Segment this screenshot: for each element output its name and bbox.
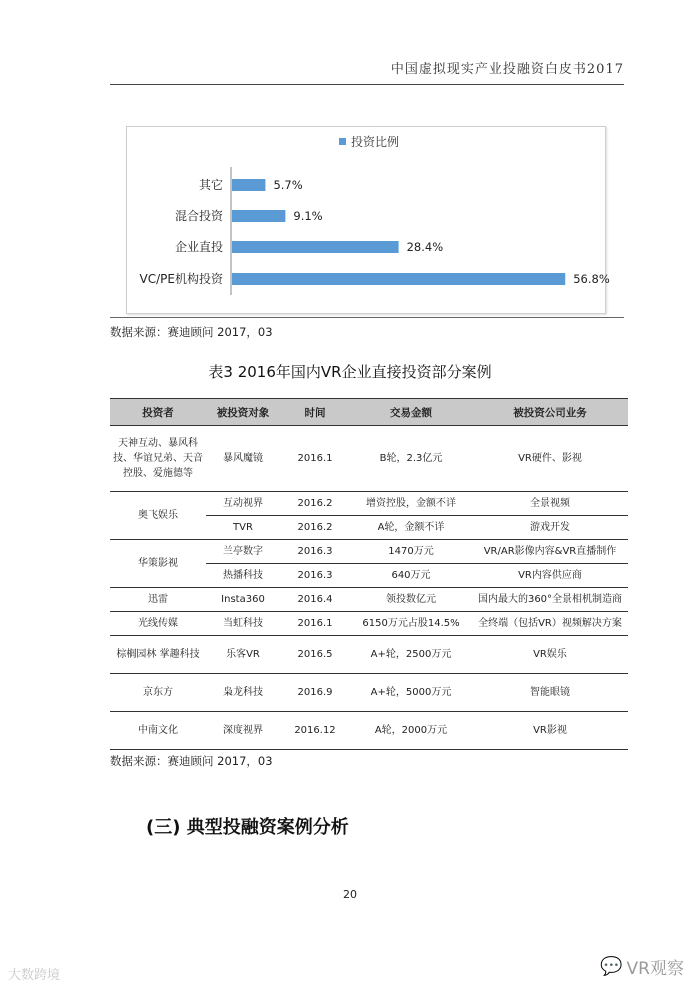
data-label: 28.4% bbox=[406, 240, 444, 254]
table-row bbox=[110, 674, 628, 712]
cell-business: VR硬件、影视 bbox=[472, 426, 628, 492]
table-title: 表3 2016年国内VR企业直接投资部分案例 bbox=[208, 363, 492, 381]
table-row bbox=[110, 588, 628, 612]
cell-business: 国内最大的360°全景相机制造商 bbox=[472, 588, 628, 612]
cell-investor: 中南文化 bbox=[110, 712, 206, 750]
table-row bbox=[110, 540, 628, 564]
cell-date: 2016.5 bbox=[280, 636, 350, 674]
cell-date: 2016.2 bbox=[280, 516, 350, 540]
cell-date: 2016.12 bbox=[280, 712, 350, 750]
cell-target: 枭龙科技 bbox=[206, 674, 280, 712]
cell-amount: B轮，2.3亿元 bbox=[350, 426, 472, 492]
bar bbox=[232, 179, 265, 191]
cell-date: 2016.2 bbox=[280, 492, 350, 516]
category-label: VC/PE机构投资 bbox=[139, 272, 223, 286]
table-row bbox=[110, 636, 628, 674]
category-label: 其它 bbox=[198, 178, 223, 192]
legend-swatch bbox=[339, 138, 346, 145]
category-label: 企业直投 bbox=[174, 240, 223, 254]
table-row bbox=[110, 712, 628, 750]
cell-amount: 6150万元占股14.5% bbox=[350, 612, 472, 636]
cell-target: 当虹科技 bbox=[206, 612, 280, 636]
cell-target: Insta360 bbox=[206, 588, 280, 612]
cell-business: VR影视 bbox=[472, 712, 628, 750]
cell-target: 互动视界 bbox=[206, 492, 280, 516]
page-number: 20 bbox=[343, 888, 357, 901]
cell-investor: 华策影视 bbox=[110, 540, 206, 588]
cell-business: 智能眼镜 bbox=[472, 674, 628, 712]
cell-date: 2016.3 bbox=[280, 540, 350, 564]
chart-source: 数据来源：赛迪顾问 2017，03 bbox=[110, 325, 273, 339]
watermark-left: 大数跨境 bbox=[8, 968, 61, 983]
cell-date: 2016.4 bbox=[280, 588, 350, 612]
cell-amount: A+轮，5000万元 bbox=[350, 674, 472, 712]
cell-amount: 640万元 bbox=[350, 564, 472, 588]
col-header-business: 被投资公司业务 bbox=[472, 399, 628, 426]
cell-amount: A轮，2000万元 bbox=[350, 712, 472, 750]
col-header-target: 被投资对象 bbox=[206, 399, 280, 426]
table-row bbox=[110, 612, 628, 636]
cell-amount: 1470万元 bbox=[350, 540, 472, 564]
data-label: 9.1% bbox=[293, 209, 323, 223]
cell-investor: 迅雷 bbox=[110, 588, 206, 612]
cell-target: 兰亭数字 bbox=[206, 540, 280, 564]
table-row bbox=[110, 492, 628, 516]
chart-bottom-rule bbox=[110, 317, 624, 318]
bar bbox=[232, 273, 565, 285]
cell-target: 乐客VR bbox=[206, 636, 280, 674]
category-label: 混合投资 bbox=[174, 209, 223, 223]
header-title: 中国虚拟现实产业投融资白皮书2017 bbox=[390, 62, 624, 77]
investment-cases-table bbox=[110, 398, 628, 750]
cell-business: 游戏开发 bbox=[472, 516, 628, 540]
cell-date: 2016.3 bbox=[280, 564, 350, 588]
cell-date: 2016.1 bbox=[280, 426, 350, 492]
bar bbox=[232, 241, 399, 253]
cell-amount: A+轮，2500万元 bbox=[350, 636, 472, 674]
data-label: 56.8% bbox=[573, 272, 610, 286]
cell-investor: 棕榈园林 掌趣科技 bbox=[110, 636, 206, 674]
col-header-investor: 投资者 bbox=[110, 399, 206, 426]
watermark-right-text: VR观察 bbox=[626, 959, 684, 979]
bar-chart bbox=[126, 126, 610, 314]
cell-amount: A轮，金额不详 bbox=[350, 516, 472, 540]
cell-business: VR内容供应商 bbox=[472, 564, 628, 588]
cell-amount: 增资控股，金额不详 bbox=[350, 492, 472, 516]
header-rule bbox=[110, 84, 624, 85]
col-header-amount: 交易金额 bbox=[350, 399, 472, 426]
table-row bbox=[110, 426, 628, 492]
cell-investor: 京东方 bbox=[110, 674, 206, 712]
data-label: 5.7% bbox=[273, 178, 303, 192]
cell-business: VR娱乐 bbox=[472, 636, 628, 674]
cell-target: 热播科技 bbox=[206, 564, 280, 588]
cell-target: TVR bbox=[206, 516, 280, 540]
cell-target: 暴风魔镜 bbox=[206, 426, 280, 492]
cell-date: 2016.1 bbox=[280, 612, 350, 636]
legend-label: 投资比例 bbox=[351, 135, 400, 149]
col-header-date: 时间 bbox=[280, 399, 350, 426]
table-source: 数据来源：赛迪顾问 2017，03 bbox=[110, 754, 273, 768]
cell-amount: 领投数亿元 bbox=[350, 588, 472, 612]
cell-business: 全景视频 bbox=[472, 492, 628, 516]
section-heading: (三) 典型投融资案例分析 bbox=[146, 817, 349, 838]
bar bbox=[232, 210, 285, 222]
cell-investor: 奥飞娱乐 bbox=[110, 492, 206, 540]
table-header-row bbox=[110, 399, 628, 426]
cell-date: 2016.9 bbox=[280, 674, 350, 712]
chat-bubble-icon: 💬 bbox=[600, 956, 623, 977]
cell-business: 全终端（包括VR）视频解决方案 bbox=[472, 612, 628, 636]
watermark-right bbox=[600, 954, 684, 979]
bar-chart-svg bbox=[127, 127, 610, 313]
cell-investor: 光线传媒 bbox=[110, 612, 206, 636]
cell-target: 深度视界 bbox=[206, 712, 280, 750]
cell-investor: 天神互动、暴风科技、华谊兄弟、天音控股、爱施德等 bbox=[110, 426, 206, 492]
cell-business: VR/AR影像内容&VR直播制作 bbox=[472, 540, 628, 564]
